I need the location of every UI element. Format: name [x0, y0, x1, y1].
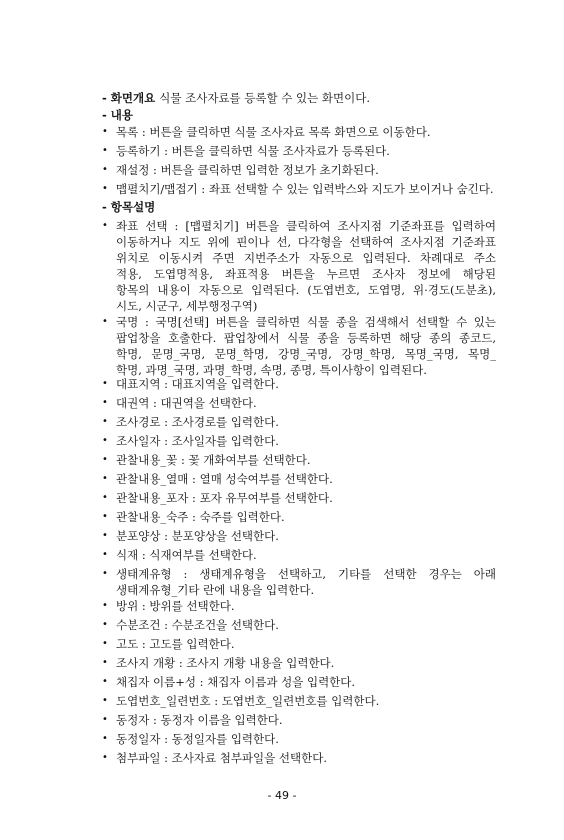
list-item [102, 376, 496, 392]
bullet-icon: • [102, 316, 108, 327]
bullet-icon: • [102, 752, 108, 763]
list-item-text: 대권역 : 대권역을 선택한다. [116, 396, 257, 410]
paragraph-line: 팝업창을 호출한다. 팝업창에서 식물 종을 등록하면 해당 종의 종코드, [116, 331, 496, 345]
list-item-text: 목록 : 버튼을 클릭하면 식물 조사자료 목록 화면으로 이동한다. [116, 125, 431, 139]
list-item-text: 관찰내용_숙주 : 숙주를 입력한다. [116, 510, 285, 524]
overview-line [102, 90, 370, 106]
list-item-text: 분포양상 : 분포양상을 선택한다. [116, 529, 279, 543]
bullet-icon: • [102, 568, 108, 579]
paragraph-line: 항목의 내용이 자동으로 입력된다. (도엽번호, 도엽명, 위·경도(도분초), [116, 283, 496, 297]
list-item [102, 528, 496, 544]
bullet-icon: • [102, 183, 108, 194]
bullet-icon: • [102, 454, 108, 465]
list-item [102, 490, 496, 506]
list-item-text: 조사지 개황 : 조사지 개황 내용을 입력한다. [116, 656, 335, 670]
paragraph-line: 국명 : 국명[선택] 버튼을 클릭하면 식물 종을 검색해서 선택할 수 있는 [116, 315, 496, 329]
bullet-icon: • [102, 619, 108, 630]
bullet-icon: • [102, 397, 108, 408]
list-item [102, 547, 496, 563]
list-item-text: 등록하기 : 버튼을 클릭하면 식물 조사자료가 등록된다. [116, 144, 390, 158]
list-item-text: 재설정 : 버튼을 클릭하면 입력한 정보가 초기화된다. [116, 163, 379, 177]
bullet-icon: • [102, 416, 108, 427]
list-item [102, 693, 496, 709]
list-item [102, 181, 496, 197]
bullet-icon: • [102, 435, 108, 446]
overview-label: - 화면개요 [102, 91, 156, 105]
list-item-text: 도엽번호_일련번호 : 도엽번호_일련번호를 입력한다. [116, 694, 380, 708]
list-item [102, 143, 496, 159]
paragraph-line: 위치로 이동시켜 주면 지번주소가 자동으로 입력된다. 차례대로 주소 [116, 251, 496, 265]
list-item-text: 방위 : 방위를 선택한다. [116, 599, 235, 613]
bullet-icon: • [102, 220, 108, 231]
paragraph-line: 학명, 문명_국명, 문명_학명, 강명_국명, 강명_학명, 목명_국명, 목명_ [116, 347, 496, 361]
list-item [102, 750, 496, 766]
list-item-text: 식재 : 식재여부를 선택한다. [116, 548, 257, 562]
list-item-text: 조사일자 : 조사일자를 입력한다. [116, 434, 279, 448]
list-item [102, 712, 496, 728]
list-item-text: 채집자 이름+성 : 채집자 이름과 성을 입력한다. [116, 675, 356, 689]
bullet-icon: • [102, 695, 108, 706]
paragraph-line: 좌표 선택 : [맵펼치기] 버튼을 클릭하여 조사지점 기준좌표를 입력하여 [116, 219, 496, 233]
bullet-icon: • [102, 145, 108, 156]
list-item [102, 395, 496, 411]
bullet-icon: • [102, 600, 108, 611]
overview-text: 식물 조사자료를 등록할 수 있는 화면이다. [159, 91, 371, 105]
bullet-icon: • [102, 549, 108, 560]
list-item [102, 162, 496, 178]
list-item-text: 수분조건 : 수분조건을 선택한다. [116, 618, 279, 632]
bullet-icon: • [102, 530, 108, 541]
list-item [102, 617, 496, 633]
list-item-text: 동정자 : 동정자 이름을 입력한다. [116, 713, 283, 727]
list-item-text: 조사경로 : 조사경로를 입력한다. [116, 415, 279, 429]
bullet-icon: • [102, 657, 108, 668]
paragraph-line: 이동하거나 지도 위에 핀이나 선, 다각형을 선택하여 조사지점 기준좌표 [116, 235, 496, 249]
list-item-ecotype [102, 566, 496, 598]
bullet-icon: • [102, 492, 108, 503]
paragraph-line: 생태계유형_기타 란에 내용을 입력한다. [116, 583, 315, 597]
bullet-icon: • [102, 511, 108, 522]
contents-heading: - 내용 [102, 108, 133, 122]
list-item [102, 509, 496, 525]
page-number: - 49 - [267, 789, 297, 802]
bullet-icon: • [102, 714, 108, 725]
list-item [102, 433, 496, 449]
bullet-icon: • [102, 638, 108, 649]
paragraph-line: 시도, 시군구, 세부행정구역) [116, 299, 258, 313]
list-item [102, 598, 496, 614]
list-item-text: 고도 : 고도를 입력한다. [116, 637, 235, 651]
fields-heading: - 항목설명 [102, 200, 156, 214]
bullet-icon: • [102, 164, 108, 175]
list-item-text: 첨부파일 : 조사자료 첨부파일을 선택한다. [116, 751, 328, 765]
list-item-text: 맵펼치기/맵접기 : 좌표 선택할 수 있는 입력박스와 지도가 보이거나 숨긴다. [116, 182, 494, 196]
list-item [102, 414, 496, 430]
bullet-icon: • [102, 676, 108, 687]
list-item [102, 674, 496, 690]
bullet-icon: • [102, 733, 108, 744]
list-item [102, 471, 496, 487]
list-item [102, 124, 496, 140]
paragraph-line: 학명, 과명_국명, 과명_학명, 속명, 종명, 특이사항이 입력된다. [116, 363, 427, 377]
list-item-text: 관찰내용_포자 : 포자 유무여부를 선택한다. [116, 491, 333, 505]
list-item-text: 대표지역 : 대표지역을 입력한다. [116, 377, 279, 391]
list-item-coordinate [102, 218, 496, 314]
list-item-text: 관찰내용_꽃 : 꽃 개화여부를 선택한다. [116, 453, 311, 467]
bullet-icon: • [102, 473, 108, 484]
list-item [102, 636, 496, 652]
list-item [102, 655, 496, 671]
list-item [102, 731, 496, 747]
list-item-text: 동정일자 : 동정일자를 입력한다. [116, 732, 279, 746]
list-item-text: 관찰내용_열매 : 열매 성숙여부를 선택한다. [116, 472, 333, 486]
bullet-icon: • [102, 126, 108, 137]
paragraph-line: 적용, 도엽명적용, 좌표적용 버튼을 누르면 조사자 정보에 해당된 [116, 267, 496, 281]
list-item-species [102, 314, 496, 378]
bullet-icon: • [102, 378, 108, 389]
list-item [102, 452, 496, 468]
paragraph-line: 생태계유형 : 생태계유형을 선택하고, 기타를 선택한 경우는 아래 [116, 567, 496, 581]
